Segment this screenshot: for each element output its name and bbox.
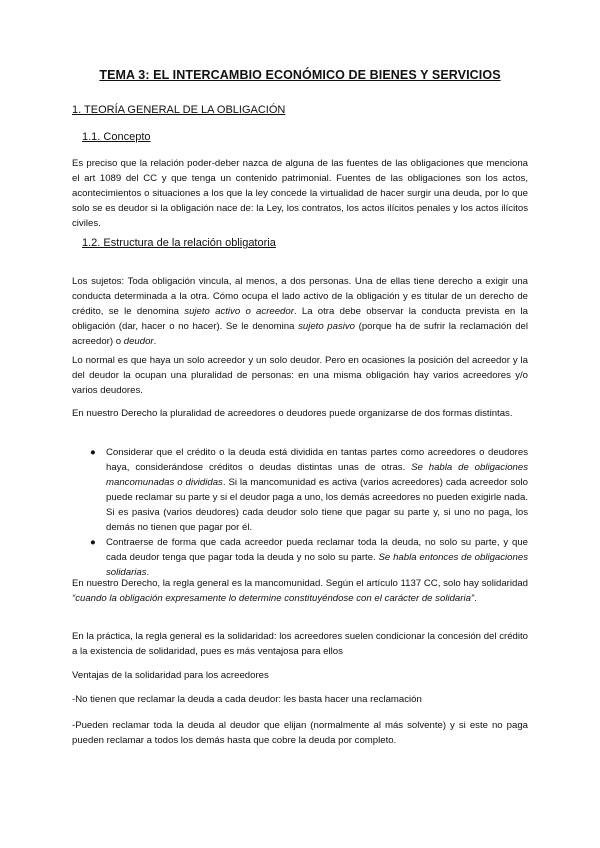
paragraph-regla: En nuestro Derecho, la regla general es la mancomunidad. Según el artículo 1137 CC, solo hay solidaridad “cuando la obligación expresamente lo determine constituyéndose con el carácter de solidaria”. [72,578,528,604]
paragraph-normal: Lo normal es que haya un solo acreedor y un solo deudor. Pero en ocasiones la posición del acreedor y la del deudor la ocupan una pluralidad de personas: en una misma obligación hay varios acreedores y/o varios deudores. [72,355,528,396]
bullet-list [90,445,528,580]
bullet-icon: ● [90,537,96,548]
section-heading: 1. TEORÍA GENERAL DE LA OBLIGACIÓN [72,104,286,116]
subsection-heading-concepto: 1.1. Concepto [82,131,151,143]
page-title: TEMA 3: EL INTERCAMBIO ECONÓMICO DE BIENES Y SERVICIOS [99,68,501,82]
list-item: ● Considerar que el crédito o la deuda está dividida en tantas partes como acreedores o deudores haya, considerándose créditos o deudas distintas unas de otras. Se habla de obligaciones mancomunadas o divididas. Si la mancomunidad es activa (varios acreedores) cada acreedor solo puede reclamar su parte y si el deudor paga a uno, los demás acreedores no pueden exigirle nada. Si es pasiva (varios deudores) cada deudor solo tiene que pagar su parte y, si uno no paga, los demás no tienen que pagar por él. [90,447,528,533]
bullet-icon: ● [90,447,96,458]
paragraph-ventaja-1: -No tienen que reclamar la deuda a cada deudor: les basta hacer una reclamación [72,694,422,705]
list-item: ● Contraerse de forma que cada acreedor pueda reclamar toda la deuda, no solo su parte, y que cada deudor tenga que pagar toda la deuda y no solo su parte. Se habla entonces de obligaciones solidarias. [90,537,528,578]
paragraph-concepto: Es preciso que la relación poder-deber nazca de alguna de las fuentes de las obligaciones que menciona el art 1089 del CC y que tenga un contenido patrimonial. Fuentes de las obligaciones son los actos, acontecimientos o situaciones a los que la ley concede la virtualidad de hacer surgir una deuda, por lo que solo se es deudor si la obligación nace de: la Ley, los contratos, los actos ilícitos penales y los actos ilícitos civiles. [72,158,528,229]
subsection-heading-estructura: 1.2. Estructura de la relación obligatoria [82,237,276,249]
paragraph-practica: En la práctica, la regla general es la solidaridad: los acreedores suelen condicionar la concesión del crédito a la existencia de solidaridad, pues es más ventajosa para ellos [72,631,528,657]
paragraph-sujetos: Los sujetos: Toda obligación vincula, al menos, a dos personas. Una de ellas tiene derecho a exigir una conducta determinada a la otra. Cómo ocupa el lado activo de la obligación y es titular de un derecho de crédito, se le denomina sujeto activo o acreedor. La otra debe observar la conducta prevista en la obligación (dar, hacer o no hacer). Se le denomina sujeto pasivo (porque ha de sufrir la reclamación del acreedor) o deudor. [72,276,529,347]
paragraph-ventajas: Ventajas de la solidaridad para los acreedores [72,670,269,681]
paragraph-derecho: En nuestro Derecho la pluralidad de acreedores o deudores puede organizarse de dos formas distintas. [72,408,513,419]
paragraph-ventaja-2: -Pueden reclamar toda la deuda al deudor que elijan (normalmente al más solvente) y si este no paga pueden reclamar a todos los demás hasta que cobre la deuda por completo. [72,720,528,746]
